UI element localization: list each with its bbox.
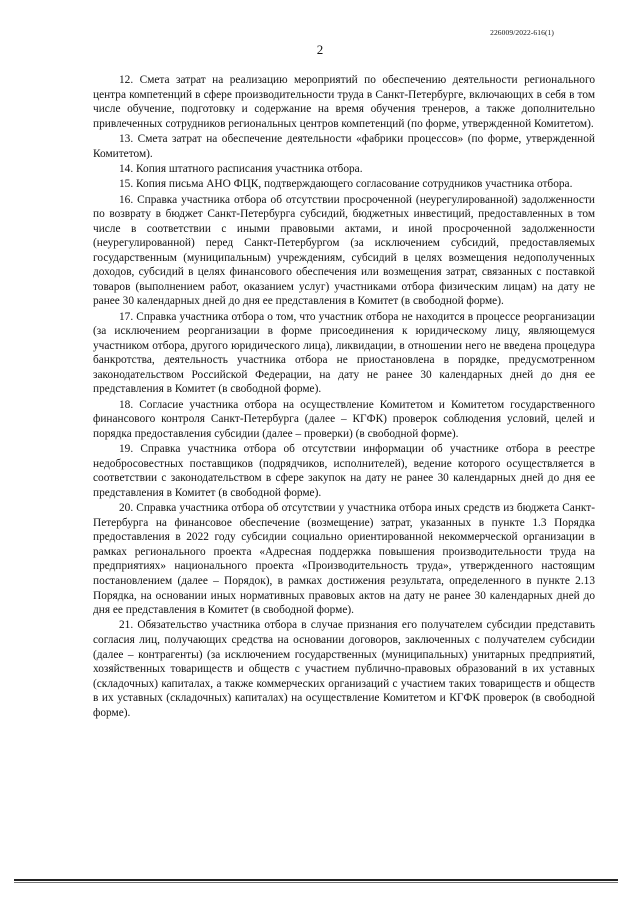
paragraph-16: 16. Справка участника отбора об отсутствии просроченной (неурегулированной) задолженности по возврату в бюджет Санкт-Петербурга субсидий, бюджетных инвестиций, предоставленных в том числе в соответствии с иными правовыми актами, и иной просроченной задолженности (неурегулированной) перед Санкт-Петербургом (за исключением субсидий, предоставляемых государственным (муниципальным) учреждениям, субсидий в целях возмещения недополученных доходов, субсидий в целях финансового обеспечения или возмещения затрат, связанных с поставкой товаров (выполнением работ, оказанием услуг) участниками отбора физическим лицам) на дату не ранее 30 календарных дней до дня ее представления в Комитет (в свободной форме).	[93, 193, 595, 308]
paragraph-15: 15. Копия письма АНО ФЦК, подтверждающего согласование сотрудников участника отбора.	[119, 178, 573, 191]
paragraph-19: 19. Справка участника отбора об отсутствии информации об участнике отбора в реестре недобросовестных поставщиков (подрядчиков, исполнителей), ведение которого осуществляется в соответствии с законодательством в сфере закупок на дату не ранее 30 календарных дней до дня ее представления в Комитет (в свободной форме).	[93, 443, 595, 499]
page-number: 2	[316, 42, 324, 57]
paragraph-13: 13. Смета затрат на обеспечение деятельности «фабрики процессов» (по форме, утвержденной Комитетом).	[93, 132, 595, 160]
paragraph-14: 14. Копия штатного расписания участника отбора.	[119, 162, 363, 175]
document-registration-number: 226009/2022-616(1)	[490, 28, 554, 37]
paragraph-21: 21. Обязательство участника отбора в случае признания его получателем субсидии представить согласия лиц, получающих средства на основании договоров, заключенных с получателем субсидии (далее – контрагенты) (за исключением государственных (муниципальных) унитарных предприятий, хозяйственных товариществ и обществ с участием публично-правовых образований в их уставных (складочных) капиталах, а также коммерческих организаций с участием таких товариществ и обществ в их уставных (складочных) капиталах) на осуществление Комитетом и КГФК проверок (в свободной форме).	[93, 619, 595, 719]
paragraph-17: 17. Справка участника отбора о том, что участник отбора не находится в процессе реорганизации (за исключением реорганизации в форме присоединения к юридическому лицу, являющемуся участником отбора, другого юридического лица), ликвидации, в отношении него не введена процедура банкротства, деятельность участника отбора не приостановлена в порядке, предусмотренном законодательством Российской Федерации, на дату не ранее 30 календарных дней до дня ее представления в Комитет (в свободной форме).	[93, 310, 595, 396]
document-body	[93, 73, 595, 721]
bottom-scan-border-secondary	[14, 882, 618, 883]
paragraph-20: 20. Справка участника отбора об отсутствии у участника отбора иных средств из бюджета Санкт-Петербурга на финансовое обеспечение (возмещение) затрат, указанных в пункте 1.3 Порядка предоставления в 2022 году субсидии социально ориентированной некоммерческой организации в рамках регионального проекта «Адресная поддержка повышения производительности труда на предприятиях» национального проекта «Производительность труда», утвержденного настоящим постановлением (далее – Порядок), в рамках достижения результата, определенного в пункте 2.13 Порядка, на основании иных нормативных правовых актов на дату не ранее 30 календарных дней до дня ее представления в Комитет (в свободной форме).	[93, 502, 595, 617]
paragraph-18: 18. Согласие участника отбора на осуществление Комитетом и Комитетом государственного финансового контроля Санкт-Петербурга (далее – КГФК) проверок соблюдения условий, целей и порядка предоставления субсидии (далее – проверки) (в свободной форме).	[93, 398, 595, 440]
paragraph-12: 12. Смета затрат на реализацию мероприятий по обеспечению деятельности регионального центра компетенций в сфере производительности труда в Санкт-Петербурге, включающих в себя в том числе обучение, подготовку и содержание на время обучения тренеров, а также дополнительно привлеченных сотрудников региональных центров компетенций (по форме, утвержденной Комитетом).	[93, 74, 595, 130]
bottom-scan-border	[14, 879, 618, 881]
